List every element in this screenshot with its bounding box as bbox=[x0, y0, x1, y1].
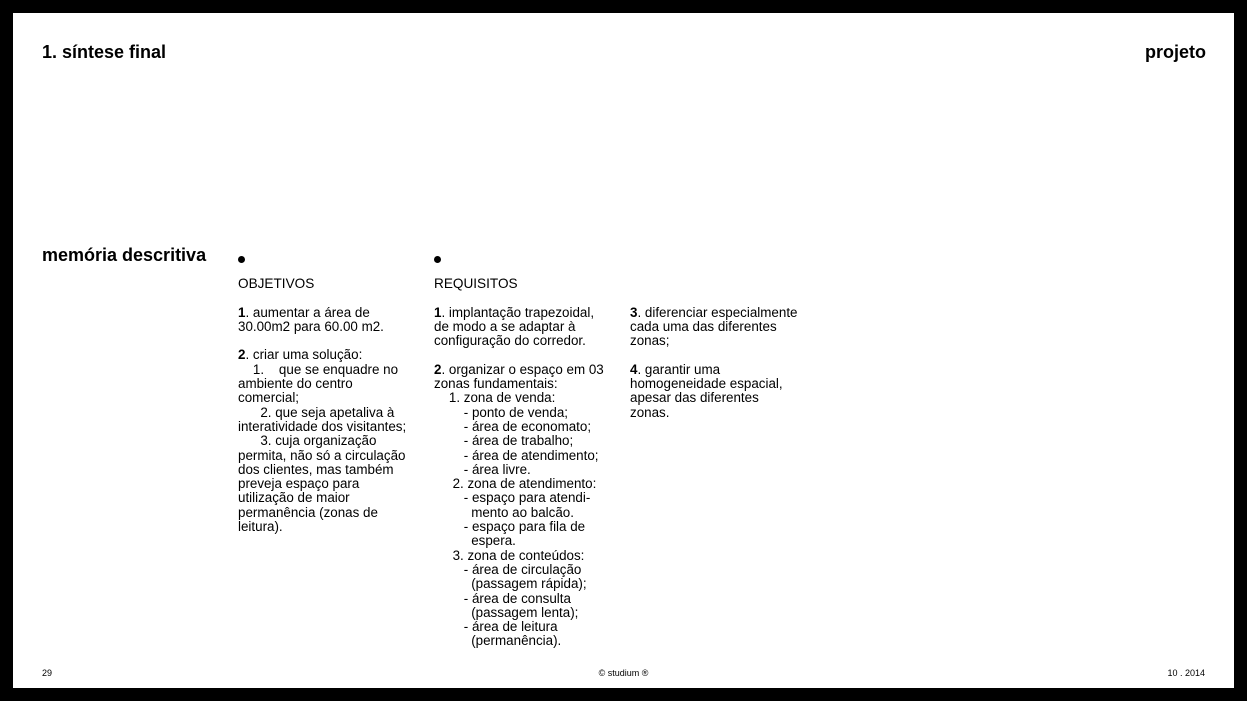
category-title: projeto bbox=[1145, 42, 1206, 62]
section-title: 1. síntese final bbox=[42, 42, 167, 62]
objetivos-column bbox=[238, 277, 428, 534]
requisitos-item-2-number: 2 bbox=[434, 361, 442, 377]
line: de modo a se adaptar à bbox=[434, 318, 576, 334]
line: interatividade dos visitantes; bbox=[238, 418, 407, 434]
line: . criar uma solução: bbox=[245, 347, 363, 363]
line: espera. bbox=[434, 533, 516, 549]
requisitos-item-4 bbox=[630, 363, 830, 377]
objetivos-bullet bbox=[238, 256, 245, 263]
line: 3. zona de conteúdos: bbox=[434, 547, 585, 563]
line: comercial; bbox=[238, 390, 300, 406]
requisitos-column bbox=[434, 277, 624, 649]
line: permanência (zonas de bbox=[238, 504, 378, 520]
line: preveja espaço para bbox=[238, 476, 360, 492]
requisitos-column-2 bbox=[630, 306, 830, 420]
line: - área de economato; bbox=[434, 418, 592, 434]
line: zonas; bbox=[630, 333, 670, 349]
line: 2. zona de atendimento: bbox=[434, 476, 597, 492]
line: 30.00m2 para 60.00 m2. bbox=[238, 318, 384, 334]
page-number: 29 bbox=[42, 668, 53, 678]
line: zonas. bbox=[630, 404, 670, 420]
line: - espaço para fila de bbox=[434, 519, 586, 535]
line: utilização de maior bbox=[238, 490, 350, 506]
line: (passagem rápida); bbox=[434, 576, 587, 592]
line: 1. zona de venda: bbox=[434, 390, 556, 406]
line: - área de atendimento; bbox=[434, 447, 599, 463]
line: homogeneidade espacial, bbox=[630, 376, 783, 392]
requisitos-item-3-number: 3 bbox=[630, 304, 638, 320]
line: (passagem lenta); bbox=[434, 604, 579, 620]
requisitos-item-2 bbox=[434, 363, 624, 377]
requisitos-bullet bbox=[434, 256, 441, 263]
requisitos-item-4-number: 4 bbox=[630, 361, 638, 377]
line: - espaço para atendi- bbox=[434, 490, 591, 506]
objetivos-item-1-number: 1 bbox=[238, 304, 246, 320]
requisitos-heading: REQUISITOS bbox=[434, 276, 518, 291]
line: leitura). bbox=[238, 519, 283, 535]
requisitos-item-1-number: 1 bbox=[434, 304, 442, 320]
line: dos clientes, mas também bbox=[238, 461, 394, 477]
line: cada uma das diferentes bbox=[630, 318, 777, 334]
requisitos-item-1 bbox=[434, 306, 624, 320]
line: 3. cuja organização bbox=[238, 433, 377, 449]
line: permita, não só a circulação bbox=[238, 447, 406, 463]
requisitos-item-3 bbox=[630, 306, 830, 320]
line: . diferenciar especialmente bbox=[637, 304, 798, 320]
line: (permanência). bbox=[434, 633, 562, 649]
line: . aumentar a área de bbox=[245, 304, 370, 320]
line: - ponto de venda; bbox=[434, 404, 568, 420]
line: - área livre. bbox=[434, 461, 531, 477]
footer-brand: © studium ® bbox=[598, 668, 649, 678]
objetivos-item-2 bbox=[238, 348, 428, 362]
line: zonas fundamentais: bbox=[434, 376, 558, 392]
line: configuração do corredor. bbox=[434, 333, 586, 349]
objetivos-item-1 bbox=[238, 306, 428, 320]
footer-date: 10 . 2014 bbox=[1167, 668, 1205, 678]
memoria-descritiva-title: memória descritiva bbox=[42, 245, 207, 265]
line: . organizar o espaço em 03 bbox=[441, 361, 604, 377]
line: - área de circulação bbox=[434, 561, 582, 577]
line: . implantação trapezoidal, bbox=[441, 304, 595, 320]
line: apesar das diferentes bbox=[630, 390, 759, 406]
line: mento ao balcão. bbox=[434, 504, 574, 520]
objetivos-heading: OBJETIVOS bbox=[238, 276, 315, 291]
line: ambiente do centro bbox=[238, 376, 353, 392]
line: - área de consulta bbox=[434, 590, 571, 606]
slide-page bbox=[13, 13, 1234, 688]
line: 2. que seja apetaliva à bbox=[238, 404, 395, 420]
objetivos-item-2-number: 2 bbox=[238, 347, 246, 363]
line: . garantir uma bbox=[637, 361, 721, 377]
line: 1. que se enquadre no bbox=[238, 361, 399, 377]
line: - área de leitura bbox=[434, 619, 558, 635]
line: - área de trabalho; bbox=[434, 433, 574, 449]
